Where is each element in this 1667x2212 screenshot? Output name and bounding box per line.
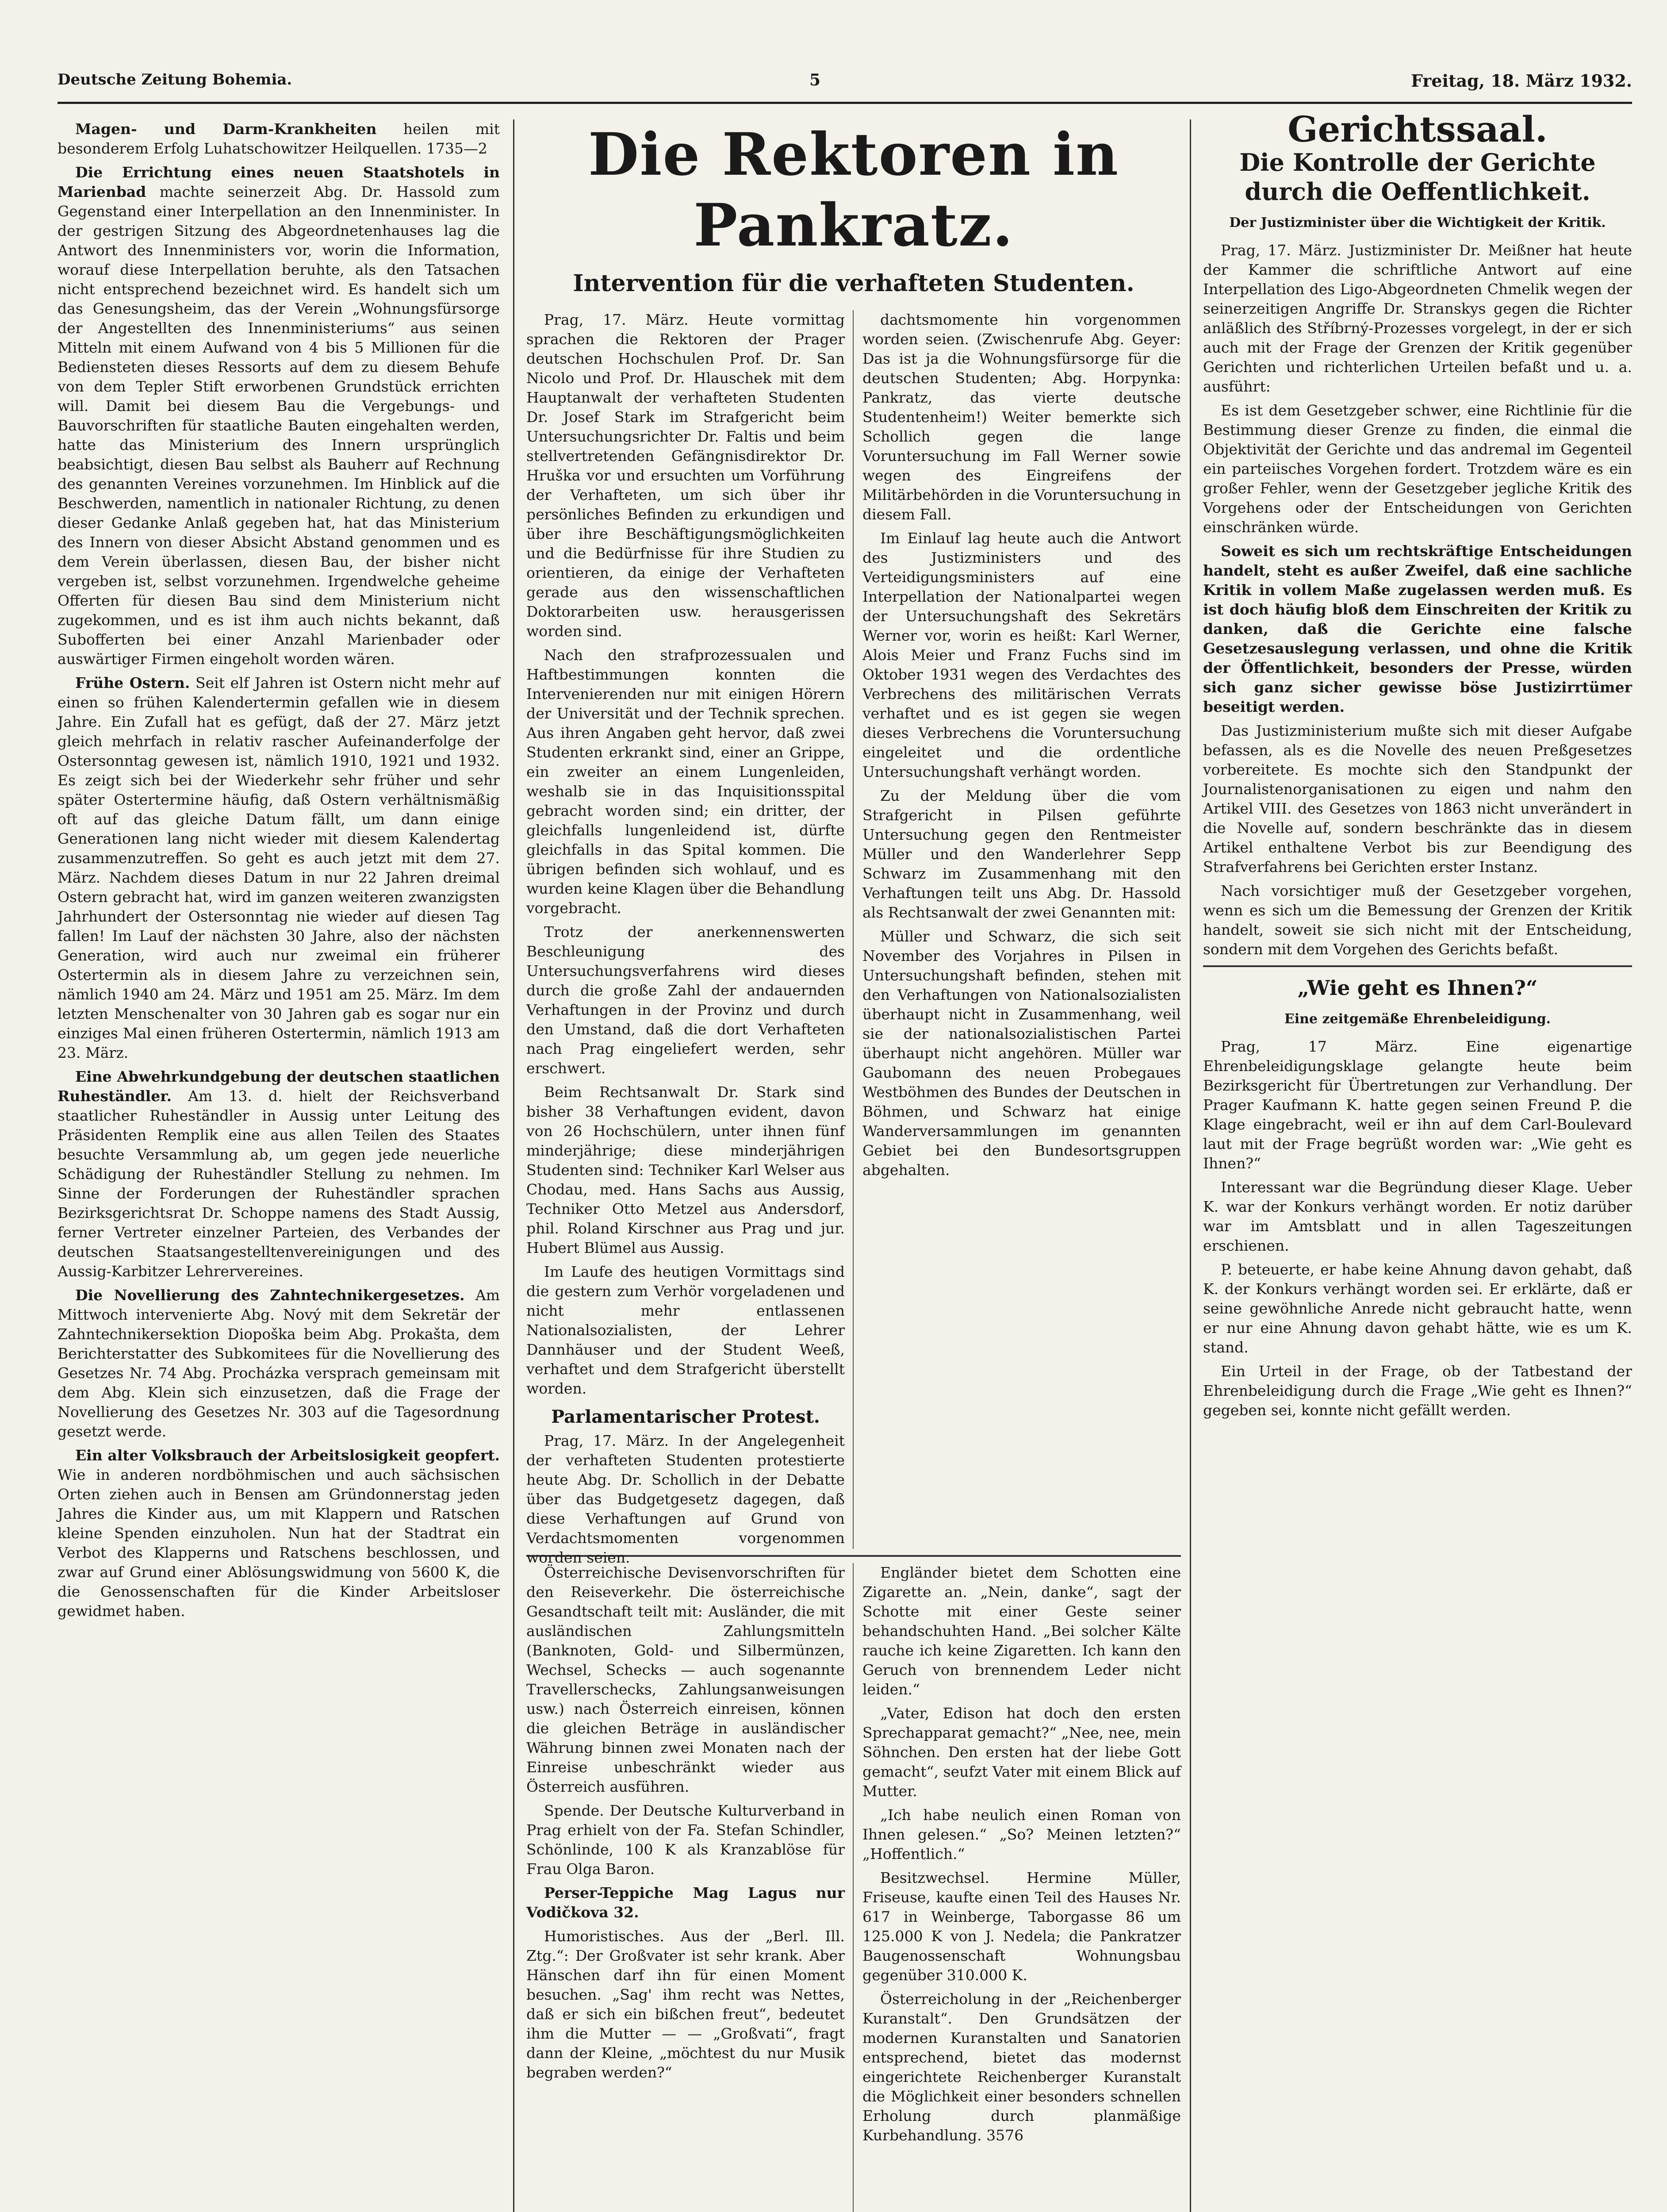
paragraph: Zu der Meldung über die vom Strafgericht in Pilsen geführte Untersuchung gegen den Rentmeister Müller und den Wanderlehrer Sepp Schwarz im Zusammenhang mit den Verhaftungen teilt uns Abg. Dr. Hassold als Rechtsanwalt der zwei Genannten mit: [862,787,1181,921]
paragraph: Es ist dem Gesetzgeber schwer, eine Richtlinie für die Bestimmung dieser Grenze zu finden, die einmal die Objektivität der Gerichte und das andremal im Gegenteil ein parteiisches Vorgehen fordert. Trotzdem wäre es ein großer Fehler, wenn der Gesetzgeber jegliche Kritik des Vorgehens oder der Entscheidungen von Gerichten einschränken würde. [1203,402,1632,536]
main-article [526,310,1181,1566]
paragraph: „Ich habe neulich einen Roman von Ihnen gelesen.“ „So? Meinen letzten?“ „Hoffentlich.“ [862,1806,1181,1863]
paragraph: Interessant war die Begründung dieser Klage. Ueber K. war der Konkurs verhängt worden. Er notiz darüber war im Amtsblatt und in allen Tageszeitungen erschienen. [1203,1179,1632,1254]
paragraph: Besitzwechsel. Hermine Müller, Friseuse, kaufte einen Teil des Hauses Nr. 617 in Weinberge, Taborgasse 86 um 125.000 K von J. Nedela; die Pankratzer Baugenossenschaft Wohnungsbau gegenüber 310.000 K. [862,1869,1181,1984]
main-article-col-b [862,310,1181,1549]
masthead-page-number: 5 [809,71,821,89]
court-headline: Die Kontrolle der Gerichte durch die Oeffentlichkeit. [1239,148,1596,206]
advertisement: Perser-Teppiche Mag Lagus nur Vodičkova 32. [526,1884,845,1921]
paragraph: Soweit es sich um rechtskräftige Entscheidungen handelt, steht es außer Zweifel, daß eine sachliche Kritik in vollem Maße zugelassen werden muß. Es ist doch häufig bloß dem Einschreiten der Kritik zu danken, daß die Gerichte eine falsche Gesetzesauslegung verlassen, und ohne die Kritik der Öffentlichkeit, besonders der Presse, würden sich ganz sicher gewisse böse Justizirrtümer beseitigt werden. [1203,542,1632,715]
masthead-paper-name: Deutsche Zeitung Bohemia. [57,71,292,88]
court-subheadline: Der Justizminister über die Wichtigkeit der Kritik. [1229,215,1606,230]
briefs-col-b [862,1563,1181,2212]
right-column [1203,108,1632,2212]
main-subheadline: Intervention für die verhafteten Studenten. [573,270,1134,297]
paragraph: „Vater, Edison hat doch den ersten Sprechapparat gemacht?“ „Nee, nee, mein Söhnchen. Den ersten hat der liebe Gott gemacht“, seufzt Vater mit einem Blick auf Mutter. [862,1705,1181,1800]
left-article-1: Magen- und Darm-Krankheiten heilen mit besonderem Erfolg Luhatschowitzer Heilquellen. 1735—2 [57,120,500,157]
protest-headline: Parlamentarischer Protest. [551,1406,820,1427]
court-section-title: Gerichtssaal. [1288,108,1548,150]
paragraph: Prag, 17. März. In der Angelegenheit der verhafteten Studenten protestierte heute Abg. Dr. Schollich in der Debatte über das Budgetgesetz dagegen, daß diese Verhaftungen auf Grund von Verdachtsmomenten vorgenommen worden seien. [526,1432,845,1566]
second-headline: „Wie geht es Ihnen?“ [1297,976,1538,1000]
paragraph: Nach den strafprozessualen und Haftbestimmungen konnten die Intervenierenden nur mit einigen Hörern der Universität und der Technik sprechen. Aus ihren Angaben geht hervor, daß zwei Studenten erkrankt sind, einer an Grippe, ein zweiter an einem Lungenleiden, weshalb sie in das Inquisitionsspital gebracht worden sind; ein dritter, der gleichfalls lungenleidend ist, dürfte gleichfalls in das Spital kommen. Die übrigen befinden sich wohlauf, und es wurden keine Klagen über die Behandlung vorgebracht. [526,646,845,917]
paragraph: Spende. Der Deutsche Kulturverband in Prag erhielt von der Fa. Stefan Schindler, Schönlinde, 100 K als Kranzablöse für Frau Olga Baron. [526,1802,845,1878]
left-article-4: Eine Abwehrkundgebung der deutschen staatlichen Ruheständler. Am 13. d. hielt der Reichsverband staatlicher Ruheständler in Aussig unter Leitung des Präsidenten Remplik eine aus allen Teilen des Staates besuchte Versammlung ab, um gegen jede neuerliche Schädigung der Ruheständler Stellung zu nehmen. Im Sinne der Forderungen der Ruheständler sprachen Bezirksgerichtsrat Dr. Schoppe namens des Stadt Aussig, ferner Vertreter einzelner Parteien, des Verbandes der deutschen Staatsangestelltenvereinigungen und des Aussig-Karbitzer Lehrervereines. [57,1068,500,1280]
second-subheadline: Eine zeitgemäße Ehrenbeleidigung. [1284,1011,1551,1027]
masthead-date: Freitag, 18. März 1932. [1411,71,1632,91]
paragraph: Prag, 17. März. Justizminister Dr. Meißner hat heute der Kammer die schriftliche Antwort auf eine Interpellation des Ligo-Abgeordneten Chmelik wegen der seinerzeitigen Angriffe Dr. Stranskys gegen die Richter anläßlich des Stříbrný-Prozesses vorgelegt, in der er sich auch mit der Frage der Grenzen der Kritik gegenüber Gerichten und richterlichen Urteilen befaßt und u. a. ausführt: [1203,242,1632,395]
left-article-6: Ein alter Volksbrauch der Arbeitslosigkeit geopfert. Wie in anderen nordböhmischen und auch sächsischen Orten ziehen auch in Bensen am Gründonnerstag jeden Jahres die Kinder aus, um mit Klappern und Ratschen kleine Spenden einzuholen. Nun hat der Stadtrat ein Verbot des Klapperns und Ratschens beschlossen, und zwar auf Grund einer Ablösungswidmung von 5600 K, die die Genossenschaften für die Kinder Arbeitsloser gewidmet haben. [57,1447,500,1620]
column-rule-inner [853,1563,854,2212]
paragraph: Das Justizministerium mußte sich mit dieser Aufgabe befassen, als es die Novelle des neuen Preßgesetzes vorbereitete. Es mochte sich den Standpunkt der Journalistenorganisationen zu eigen und nahm den Artikel VIII. des Gesetzes von 1863 nicht unverändert in die Novelle auf, sondern beschränkte das in diesem Artikel enthaltene Verbot bis zur Beendigung des Strafverfahrens bei Gerichten erster Instanz. [1203,722,1632,876]
main-article-col-a [526,310,845,1566]
paragraph: Im Einlauf lag heute auch die Antwort des Justizministers und des Verteidigungsministers auf eine Interpellation der Nationalpartei wegen der Untersuchungshaft des Sekretärs Werner vor, worin es heißt: Karl Werner, Alois Meier und Franz Fuchs sind im Oktober 1931 wegen des Verdachtes des Verbrechens des militärischen Verrats verhaftet und es ist gegen sie wegen dieses Verbrechens die Voruntersuchung eingeleitet und die ordentliche Untersuchungshaft verhängt worden. [862,530,1181,780]
paragraph: Prag, 17. März. Heute vormittag sprachen die Rektoren der Prager deutschen Hochschulen Prof. Dr. San Nicolo und Prof. Dr. Hlauschek mit dem Hauptanwalt der verhafteten Studenten Dr. Josef Stark im Strafgericht beim Untersuchungsrichter Dr. Faltis und beim stellvertretenden Gefängnisdirektor Dr. Hruška vor und ersuchten um Vorführung der Verhafteten, um sich über ihr persönliches Befinden zu erkundigen und über ihre Beschäftigungsmöglichkeiten und die Bedürfnisse für ihre Studien zu orientieren, da einige der Verhafteten gerade aus den wissenschaftlichen Doktorarbeiten usw. herausgerissen worden sind. [526,311,845,640]
paragraph: Österreicholung in der „Reichenberger Kuranstalt“. Den Grundsätzen der modernen Kuranstalten und Sanatorien entsprechend, bietet das modernst eingerichtete Reichenberger Kuranstalt die Möglichkeit einer besonders schnellen Erholung durch planmäßige Kurbehandlung. 3576 [862,1990,1181,2144]
newspaper-page [57,66,1632,2212]
news-briefs [526,1563,1181,2212]
paragraph: dachtsmomente hin vorgenommen worden seien. (Zwischenrufe Abg. Geyer: Das ist ja die Wohnungsfürsorge für die deutschen Studenten; Abg. Horpynka: Pankratz, das vierte deutsche Studentenheim!) Weiter bemerkte sich Schollich gegen die lange Voruntersuchung im Fall Werner sowie wegen des Eingreifens der Militärbehörden in die Voruntersuchung in diesem Fall. [862,311,1181,523]
center-section [526,119,1181,2212]
column-rule-inner [853,310,854,1549]
paragraph: Nach vorsichtiger muß der Gesetzgeber vorgehen, wenn es sich um die Bemessung der Grenzen der Kritik handelt, soweit sie sich nicht mit der Entscheidung, sondern mit dem Vorgehen des Gerichts befaßt. [1203,882,1632,958]
paragraph: Ein Urteil in der Frage, ob der Tatbestand der Ehrenbeleidigung durch die Frage „Wie geht es Ihnen?“ gegeben sei, konnte nicht gefällt werden. [1203,1363,1632,1419]
paragraph: Humoristisches. Aus der „Berl. Ill. Ztg.“: Der Großvater ist sehr krank. Aber Hänschen darf ihn für einen Moment besuchen. „Sag' ihm recht was Nettes, daß er sich ein bißchen freut“, bedeutet ihm die Mutter — — „Großvati“, fragt dann der Kleine, „möchtest du nur Musik begraben werden?“ [526,1928,845,2081]
masthead [57,66,1632,104]
paragraph: Im Laufe des heutigen Vormittags sind die gestern zum Verhör vorgeladenen und nicht mehr entlassenen Nationalsozialisten, der Lehrer Dannhäuser und der Student Weeß, verhaftet und dem Strafgericht überstellt worden. [526,1263,845,1397]
left-article-2: Die Errichtung eines neuen Staatshotels in Marienbad machte seinerzeit Abg. Dr. Hassold zum Gegenstand einer Interpellation an den Innenminister. In der gestrigen Sitzung des Abgeordnetenhauses lag die Antwort des Innenministers vor, worin die Information, worauf diese Interpellation beruhte, als den Tatsachen nicht entsprechend bezeichnet wird. Es handelt sich um das Genesungsheim, das der Verein „Wohnungsfürsorge der Angestellten des Innenministeriums“ aus seinen Mitteln mit einem Aufwand von 4 bis 5 Millionen für die Bediensteten dieses Ressorts auf dem zu diesem Behufe von dem Tepler Stift erworbenen Grundstück errichten will. Damit bei diesem Bau die Vergebungs- und Bauvorschriften für staatliche Bauten eingehalten werden, hatte das Ministerium des Innern ursprünglich beabsichtigt, diesen Bau selbst als Bauherr auf Rechnung des genannten Vereines vorzunehmen. Im Hinblick auf die Beschwerden, namentlich in nationaler Richtung, zu denen dieser Gedanke Anlaß gegeben hat, hat das Ministerium des Innern von dieser Absicht Abstand genommen und es dem Verein überlassen, diesen Bau, der bisher nicht vergeben ist, selbst vorzunehmen. Irgendwelche geheime Offerten für diesen Bau sind dem Ministerium nicht zugekommen, und es ist ihm auch nichts bekannt, daß Subofferten bei einer Anzahl Marienbader oder auswärtiger Firmen eingeholt worden wären. [57,164,500,668]
paragraph: Österreichische Devisenvorschriften für den Reiseverkehr. Die österreichische Gesandtschaft teilt mit: Ausländer, die mit ausländischen Zahlungsmitteln (Banknoten, Gold- und Silbermünzen, Wechsel, Schecks — auch sogenannte Travellerschecks, Zahlungsanweisungen usw.) nach Österreich einreisen, können die gleichen Beträge in ausländischer Währung binnen zwei Monaten nach der Einreise unbeschränkt wieder aus Österreich ausführen. [526,1564,845,1795]
paragraph: Beim Rechtsanwalt Dr. Stark sind bisher 38 Verhaftungen evident, davon von 26 Hochschülern, unter ihnen fünf minderjährige; diese minderjährigen Studenten sind: Techniker Karl Welser aus Chodau, med. Hans Sachs aus Aussig, Techniker Otto Metzel aus Andersdorf, phil. Roland Kirschner aus Prag und jur. Hubert Blümel aus Aussig. [526,1083,845,1256]
section-divider [1203,965,1632,967]
paragraph: Trotz der anerkennenswerten Beschleunigung des Untersuchungsverfahrens wird dieses durch die große Zahl der andauernden Verhaftungen in der Provinz und durch den Umstand, daß die dort Verhafteten nach Prag eingeliefert werden, sehr erschwert. [526,923,845,1077]
column-rule-left [513,119,514,2212]
briefs-col-a [526,1563,845,2212]
paragraph: Prag, 17 März. Eine eigenartige Ehrenbeleidigungsklage gelangte heute beim Bezirksgericht für Übertretungen zur Verhandlung. Der Prager Kaufmann K. hatte gegen seinen Freund P. die Klage eingebracht, weil er ihn auf dem Carl-Boulevard laut mit der Frage begrüßt worden war: „Wie geht es Ihnen?“ [1203,1038,1632,1172]
paragraph: Engländer bietet dem Schotten eine Zigarette an. „Nein, danke“, sagt der Schotte mit einer Geste seiner behandschuhten Hand. „Bei solcher Kälte rauche ich keine Zigaretten. Ich kann den Geruch von brennendem Leder nicht leiden.“ [862,1564,1181,1698]
left-article-5: Die Novellierung des Zahntechnikergesetzes. Am Mittwoch intervenierte Abg. Nový mit dem Sekretär der Zahntechnikersektion Diopoška beim Abg. Prokašta, dem Berichterstatter des Subkomitees für die Novellierung des Gesetzes Nr. 74 Abg. Procházka versprach gemeinsam mit dem Abg. Klein sich einzusetzen, daß die Frage der Novellierung des Gesetzes Nr. 303 auf die Tagesordnung gesetzt werde. [57,1286,500,1440]
paragraph: Müller und Schwarz, die sich seit November des Vorjahres in Pilsen in Untersuchungshaft befinden, stehen mit den Verhaftungen von Nationalsozialisten überhaupt nicht in Zusammenhang, weil sie der nationalsozialistischen Partei überhaupt nicht angehören. Müller war Gaubomann des neuen Probegaues Westböhmen des Bundes der Deutschen in Böhmen, und Schwarz hat einige Wanderversammlungen im genannten Gebiet bei den Bundesortsgruppen abgehalten. [862,928,1181,1179]
main-headline: Die Rektoren in Pankratz. [588,120,1119,260]
column-rule-right [1190,119,1191,2212]
paragraph: P. beteuerte, er habe keine Ahnung davon gehabt, daß K. der Konkurs verhängt worden sei. Er erklärte, daß er seine gewöhnliche Anrede nicht gebraucht hatte, wenn er nur eine Ahnung davon gehabt hätte, wie es um K. stand. [1203,1261,1632,1356]
left-article-3: Frühe Ostern. Seit elf Jahren ist Ostern nicht mehr auf einen so frühen Kalendertermin gefallen wie in diesem Jahre. Ein Zufall hat es gefügt, daß der 27. März jetzt gleich mehrfach in relativ rascher Aufeinanderfolge der Ostersonntag gewesen ist, nämlich 1910, 1921 und 1932. Es zeigt sich bei der Wiederkehr sehr früher und sehr später Ostertermine häufig, daß Ostern verhältnismäßig oft auf das gleiche Datum fällt, um dann einige Generationen lang nicht wieder mit diesem Kalendertag zusammenzutreffen. So geht es auch jetzt mit dem 27. März. Nachdem dieses Datum in nur 22 Jahren dreimal Ostern gebracht hat, wird im ganzen weiteren zwanzigsten Jahrhundert der Ostersonntag nie wieder auf diesen Tag fallen! Im Lauf der nächsten 30 Jahre, also der nächsten Generation, wird auch nur zweimal ein früherer Ostertermin als in diesem Jahre zu verzeichnen sein, nämlich 1940 am 24. März und 1951 am 25. März. Im dem letzten Menschenalter von 30 Jahren gab es sogar nur ein einziges Mal einen früheren Ostertermin, nämlich 1913 am 23. März. [57,674,500,1061]
left-column [57,119,500,2212]
